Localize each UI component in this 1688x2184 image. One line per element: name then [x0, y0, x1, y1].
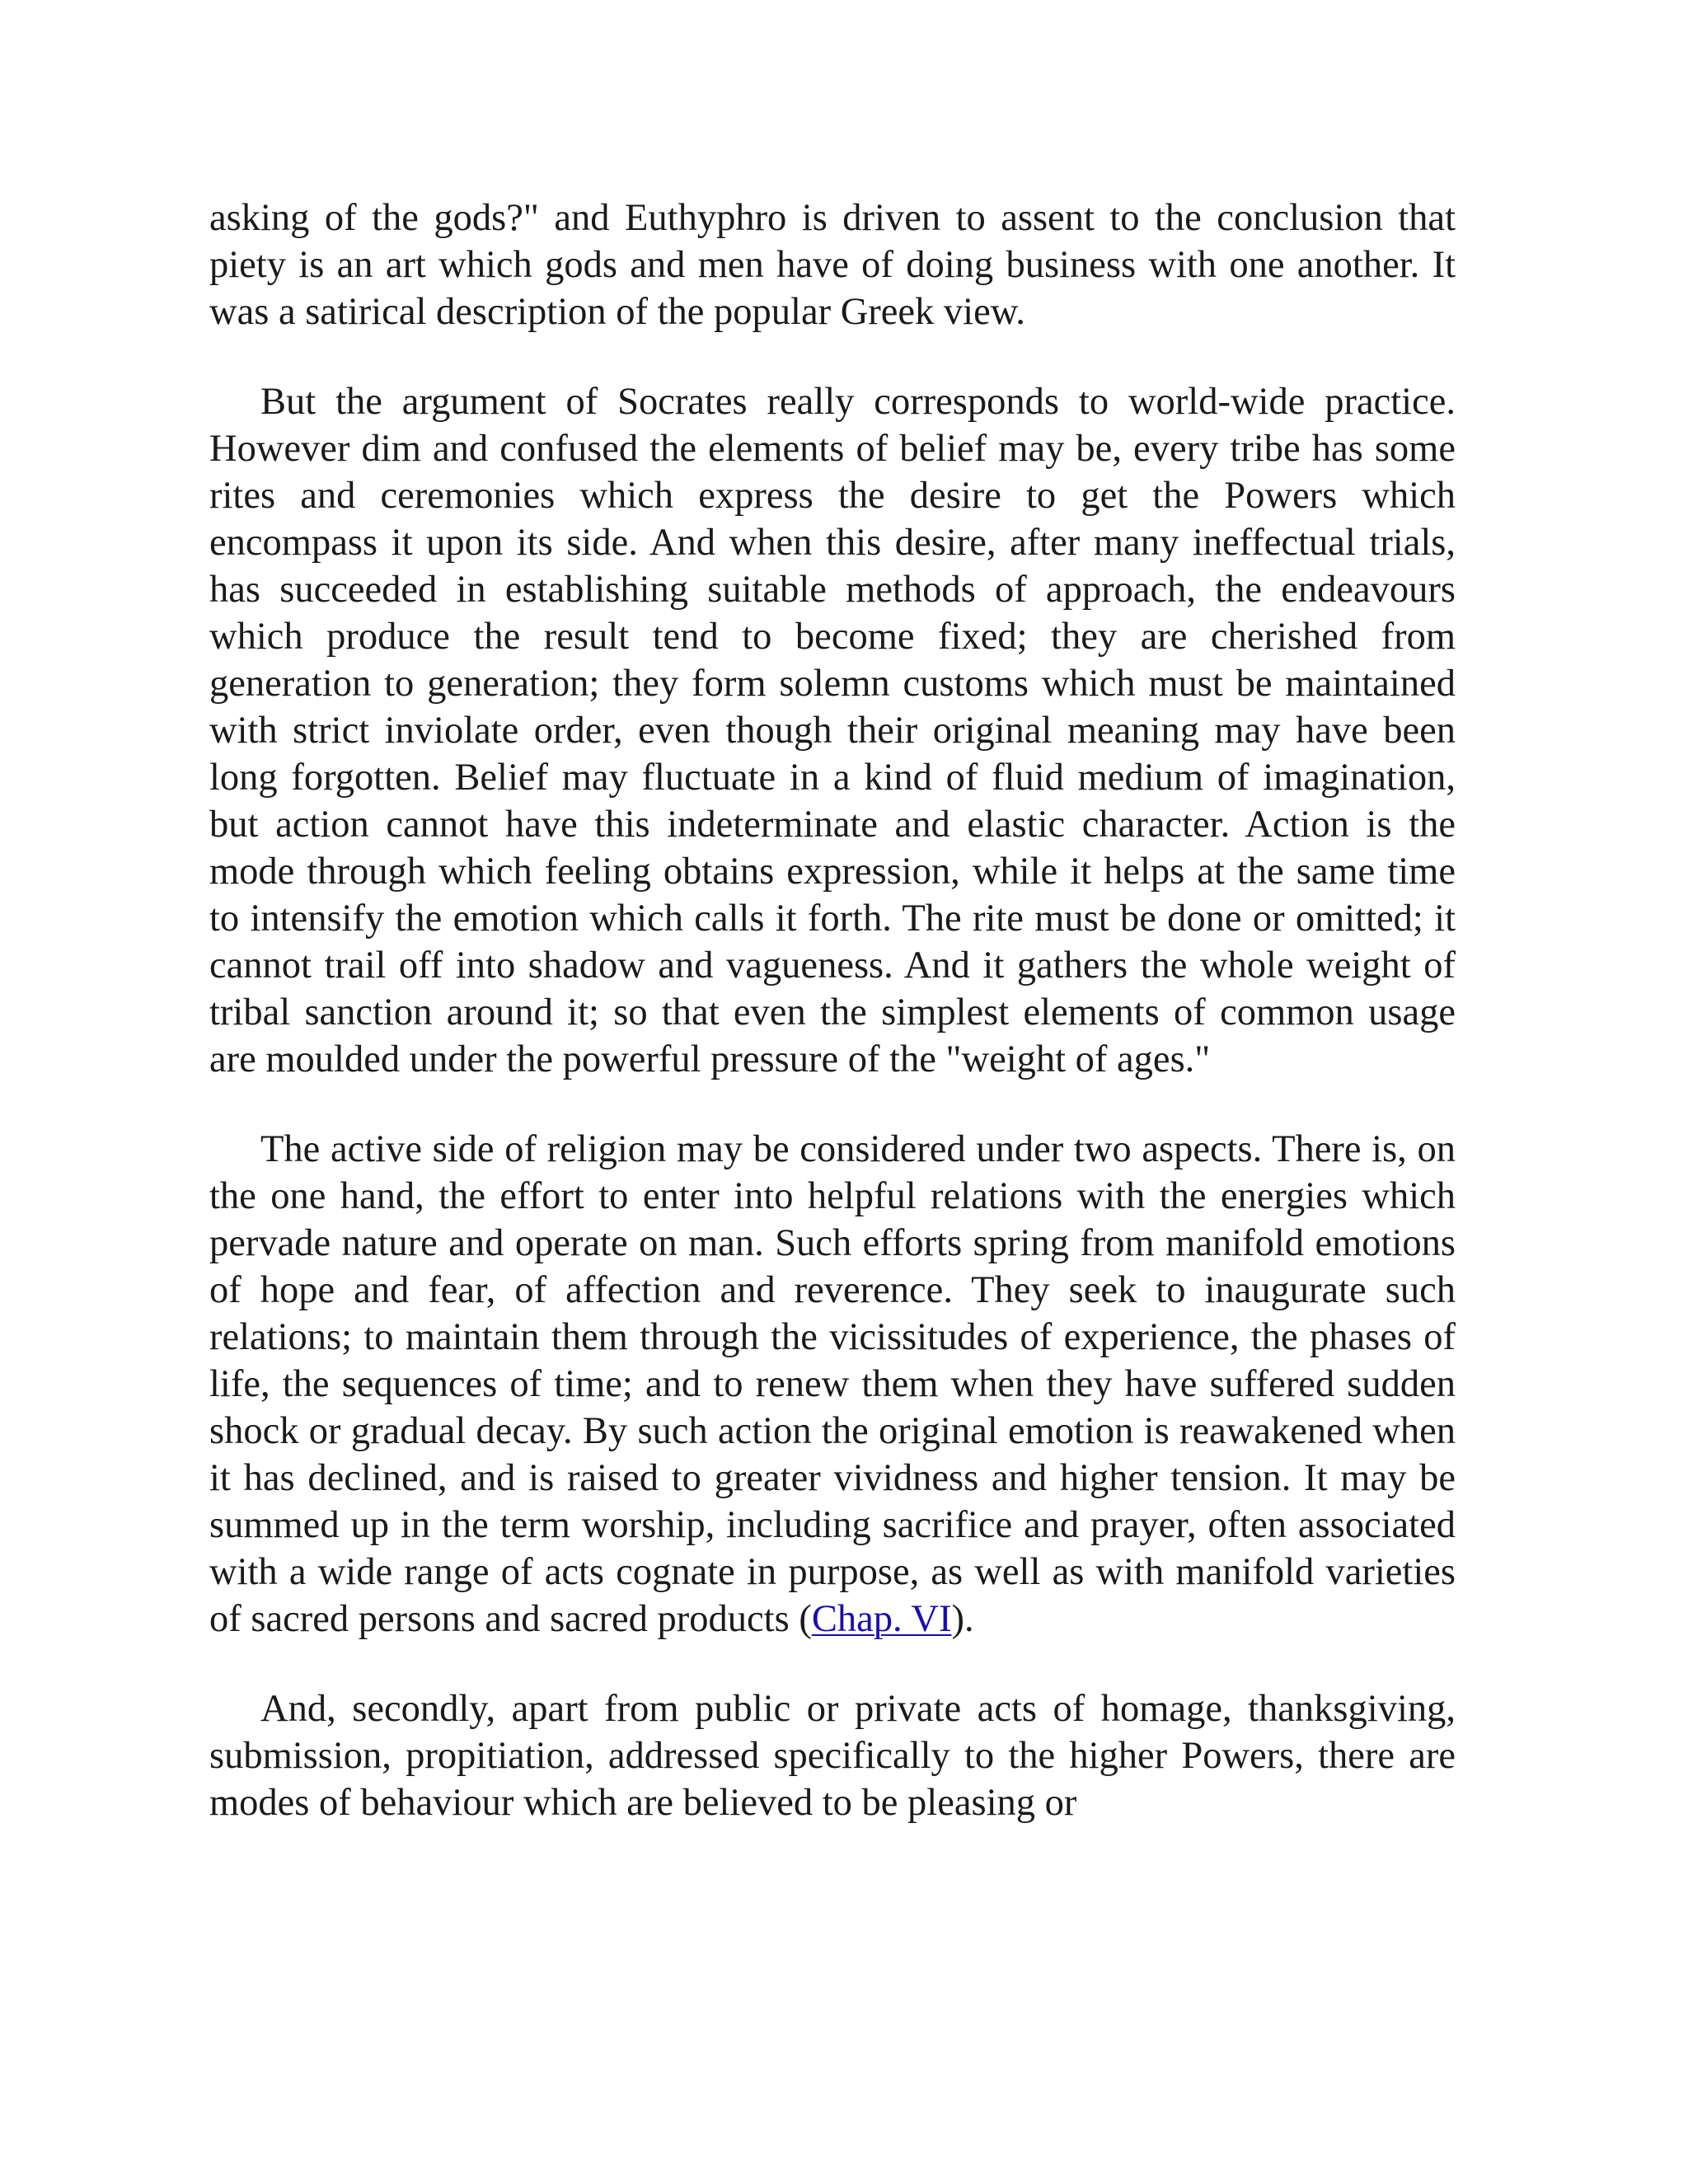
document-page	[209, 194, 1456, 1826]
paragraph-4: And, secondly, apart from public or private acts of homage, thanksgiving, submission, propitiation, addressed specifically to the higher Powers, there are modes of behaviour which are believed to be pleasing or	[209, 1688, 1456, 1824]
paragraph-1: asking of the gods?" and Euthyphro is driven to assent to the conclusion that piety is an art which gods and men have of doing business with one another. It was a satirical description of the popular Greek view.	[209, 197, 1456, 333]
paragraph-3	[209, 1126, 1456, 1643]
paragraph-3-text: The active side of religion may be considered under two aspects. There is, on the one hand, the effort to enter into helpful relations with the energies which pervade nature and operate on man. Such efforts spring from manifold emotions of hope and fear, of affection and reverence. They seek to inaugurate such relations; to maintain them through the vicissitudes of experience, the phases of life, the sequences of time; and to renew them when they have suffered sudden shock or gradual decay. By such action the original emotion is reawakened when it has declined, and is raised to greater vividness and higher tension. It may be summed up in the term worship, including sacrifice and prayer, often associated with a wide range of acts cognate in purpose, as well as with manifold varieties of sacred persons and sacred products (	[209, 1128, 1456, 1640]
paragraph-2: But the argument of Socrates really corresponds to world-wide practice. However dim and confused the elements of belief may be, every tribe has some rites and ceremonies which express the desire to get the Powers which encompass it upon its side. And when this desire, after many ineffectual trials, has succeeded in establishing suitable methods of approach, the endeavours which produce the result tend to become fixed; they are cherished from generation to generation; they form solemn customs which must be maintained with strict inviolate order, even though their original meaning may have been long forgotten. Belief may fluctuate in a kind of fluid medium of imagination, but action cannot have this indeterminate and elastic character. Action is the mode through which feeling obtains expression, while it helps at the same time to intensify the emotion which calls it forth. The rite must be done or omitted; it cannot trail off into shadow and vagueness. And it gathers the whole weight of tribal sanction around it; so that even the simplest elements of common usage are moulded under the powerful pressure of the "weight of ages."	[209, 381, 1456, 1080]
chapter-six-link[interactable]: Chap. VI	[811, 1598, 952, 1640]
paragraph-3-text-end: ).	[951, 1598, 974, 1640]
